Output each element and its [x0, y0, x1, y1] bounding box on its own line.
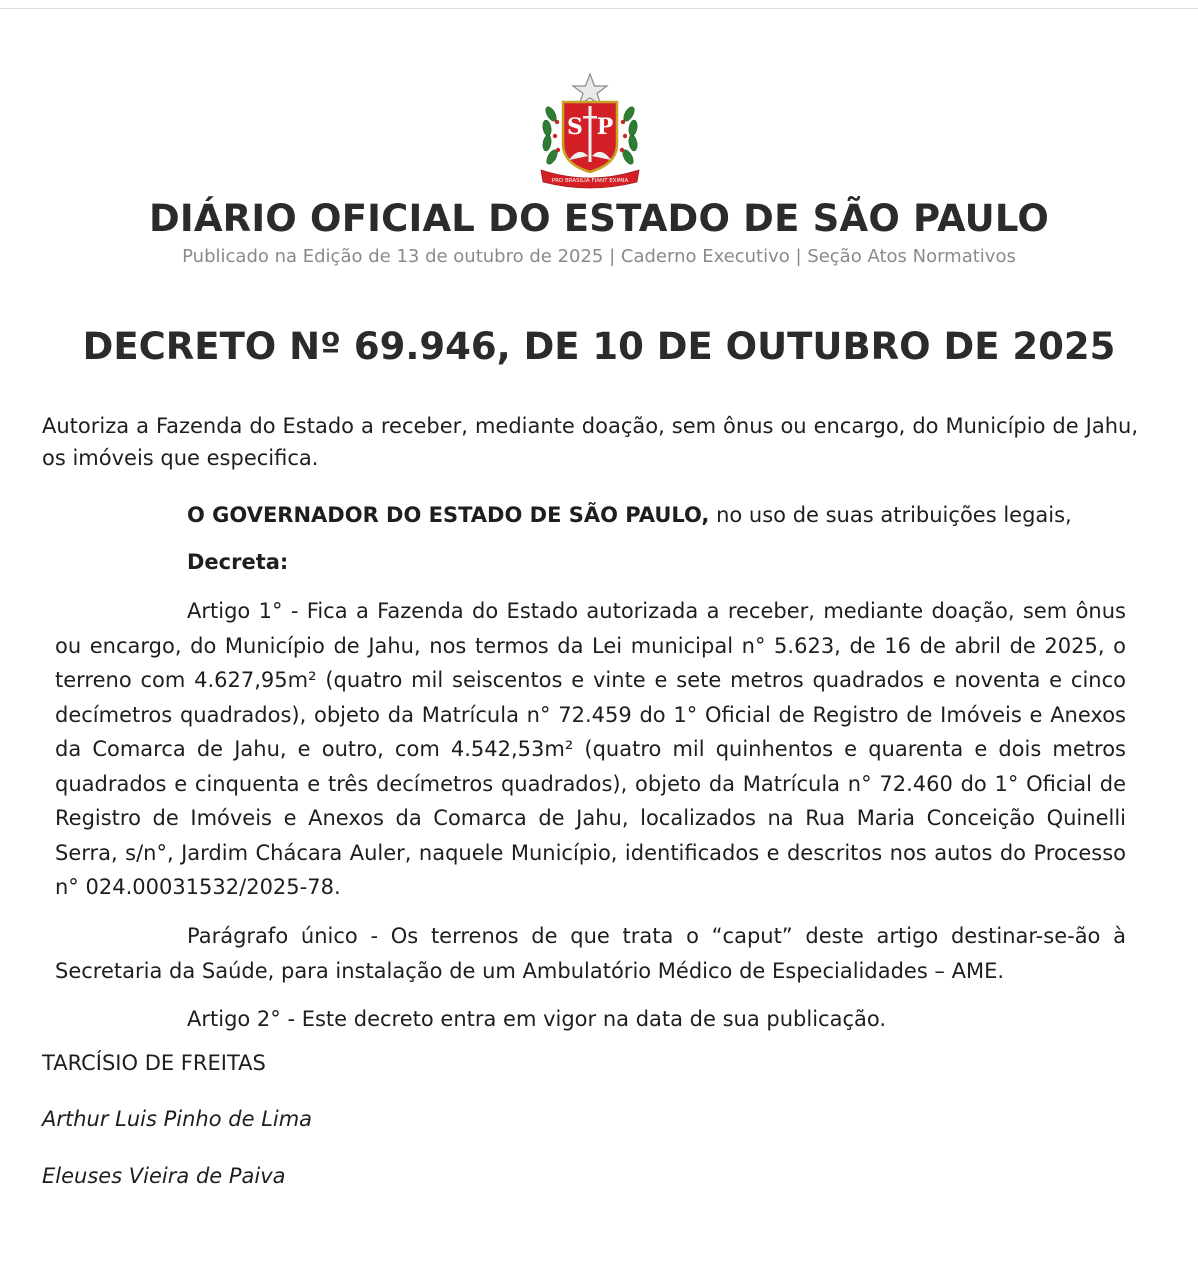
top-rule — [0, 0, 1198, 9]
article-2: Artigo 2° - Este decreto entra em vigor na data de sua publicação. — [187, 1007, 887, 1031]
signature-governor: TARCÍSIO DE FREITAS — [42, 1051, 266, 1075]
signature-secretary-2: Eleuses Vieira de Paiva — [42, 1164, 286, 1188]
svg-text:P: P — [596, 114, 614, 140]
signature-secretary-1: Arthur Luis Pinho de Lima — [42, 1107, 313, 1131]
svg-text:PRO BRASILIA FIANT EXIMIA: PRO BRASILIA FIANT EXIMIA — [551, 178, 629, 184]
decreta-heading: Decreta: — [187, 550, 289, 574]
preamble-text: no uso de suas atribuições legais, — [709, 503, 1072, 527]
paragrafo-unico: Parágrafo único - Os terrenos de que trata o “caput” deste artigo destinar-se-ão à Secretaria da Saúde, para instalação de um Ambulatório Médico de Especialidades – AME. — [55, 924, 1126, 983]
preamble-authority: O GOVERNADOR DO ESTADO DE SÃO PAULO, — [187, 503, 710, 527]
masthead-title: DIÁRIO OFICIAL DO ESTADO DE SÃO PAULO — [148, 197, 1050, 240]
preamble — [187, 499, 1072, 531]
svg-text:S: S — [567, 114, 583, 140]
article-1: Artigo 1° - Fica a Fazenda do Estado autorizada a receber, mediante doação, sem ônus ou encargo, do Município de Jahu, nos termos da Lei municipal n° 5.623, de 16 de abril de 2025, o terreno com 4.627,95m² (quatro mil seiscentos e vinte e sete metros quadrados e noventa e cinco decímetros quadrados), objeto da Matrícula n° 72.459 do 1° Oficial de Registro de Imóveis e Anexos da Comarca de Jahu, e outro, com 4.542,53m² (quatro mil quinhentos e quarenta e dois metros quadrados e cinquenta e três decímetros quadrados), objeto da Matrícula n° 72.460 do 1° Oficial de Registro de Imóveis e Anexos da Comarca de Jahu, localizados na Rua Maria Conceição Quinelli Serra, s/n°, Jardim Chácara Auler, naquele Município, identificados e descritos nos autos do Processo n° 024.00031532/2025-78. — [55, 599, 1126, 899]
sao-paulo-coat-of-arms-icon — [539, 72, 641, 190]
decree-summary: Autoriza a Fazenda do Estado a receber, mediante doação, sem ônus ou encargo, do Município de Jahu, os imóveis que especifica. — [42, 414, 1138, 470]
decree-title: DECRETO Nº 69.946, DE 10 DE OUTUBRO DE 2025 — [82, 325, 1116, 368]
edition-info: Publicado na Edição de 13 de outubro de 2025 | Caderno Executivo | Seção Atos Normativos — [182, 246, 1016, 267]
